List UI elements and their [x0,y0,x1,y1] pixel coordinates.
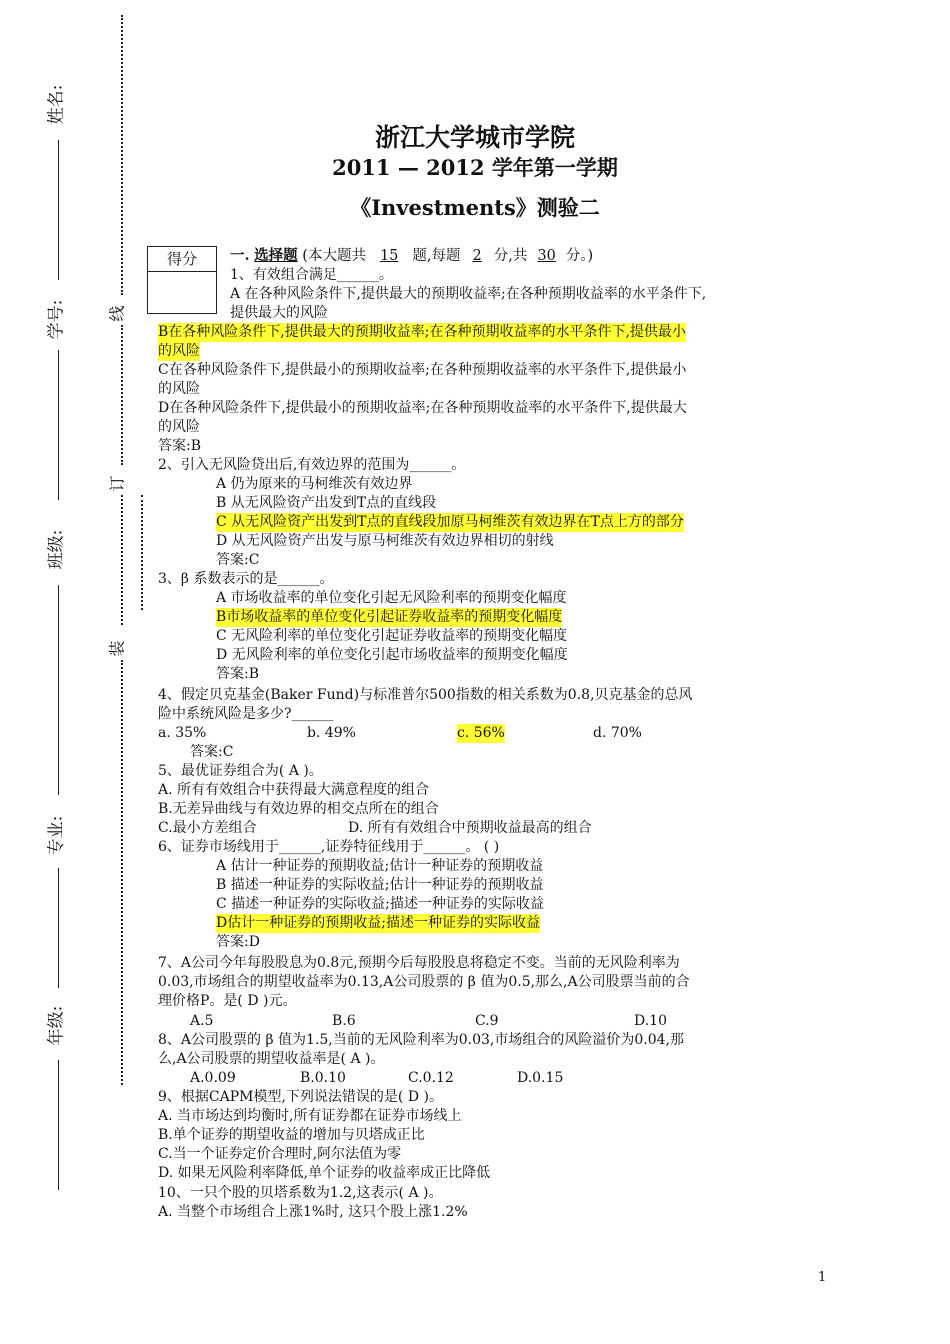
q5-option-c: C.最小方差组合 [158,820,257,836]
q8-option-d: D.0.15 [517,1070,564,1086]
q2-option-d: D 从无风险资产出发与原马柯维茨有效边界相切的射线 [216,533,554,549]
q8-stem-cont: 么,A公司股票的期望收益率是( A )。 [158,1051,385,1067]
q3-option-b: B市场收益率的单位变化引起证券收益率的预期变化幅度 [216,609,563,625]
q1-option-b: B在各种风险条件下,提供最大的预期收益率;在各种预期收益率的水平条件下,提供最小 [158,324,686,340]
q7-option-c: C.9 [475,1013,499,1029]
q2-option-a: A 仍为原来的马柯维茨有效边界 [216,476,413,492]
q3-option-d: D 无风险利率的单位变化引起市场收益率的预期变化幅度 [216,647,568,663]
q9-option-c: C.当一个证券定价合理时,阿尔法值为零 [158,1146,402,1162]
q2-stem: 2、引入无风险贷出后,有效边界的范围为______。 [158,457,466,473]
q1-answer: 答案:B [158,438,202,454]
section-each: 2 [472,248,482,264]
section-total: 30 [537,248,556,264]
q6-option-a: A 估计一种证券的预期收益;估计一种证券的预期收益 [216,858,544,874]
q6-option-c: C 描述一种证券的实际收益;描述一种证券的实际收益 [216,896,544,912]
page-number: 1 [818,1270,827,1285]
q8-stem: 8、A公司股票的 β 值为1.5,当前的无风险利率为0.03,市场组合的风险溢价为0.04,那 [158,1032,684,1048]
q7-option-a: A.5 [190,1013,214,1029]
q4-option-d: d. 70% [593,725,642,741]
binding-dotted-line [121,495,123,625]
q7-option-d: D.10 [634,1013,667,1029]
margin-major-line [58,868,59,988]
margin-class-label: 班级: [46,529,67,570]
score-label: 得分 [148,247,216,272]
q3-option-c: C 无风险利率的单位变化引起证券收益率的预期变化幅度 [216,628,568,644]
q4-option-a: a. 35% [158,725,207,741]
section-count: 15 [379,248,399,264]
margin-id-label: 学号: [46,299,67,340]
q9-option-b: B.单个证券的期望收益的增加与贝塔成正比 [158,1127,425,1143]
q7-stem: 7、A公司今年每股股息为0.8元,预期今后每股股息将稳定不变。当前的无风险利率为 [158,955,680,971]
q1-option-d: D在各种风险条件下,提供最小的预期收益率;在各种预期收益率的水平条件下,提供最大 [158,400,687,416]
section-desc-end: 分。) [565,248,594,264]
q2-option-c: C 从无风险资产出发到T点的直线段加原马柯维茨有效边界在T点上方的部分 [216,514,684,530]
q6-option-b: B 描述一种证券的实际收益;估计一种证券的预期收益 [216,877,544,893]
q4-stem: 4、假定贝克基金(Baker Fund)与标准普尔500指数的相关系数为0.8,贝克基金的总风 [158,687,693,703]
binding-order-char: 订 [107,475,127,492]
q7-stem-cont: 0.03,市场组合的期望收益率为0.13,A公司股票的 β 值为0.5,那么,A公司股票当前的合 [158,974,690,990]
q3-answer: 答案:B [216,666,260,682]
q9-stem: 9、根据CAPM模型,下列说法错误的是( D )。 [158,1089,443,1105]
margin-major-label: 专业: [46,815,67,856]
q1-option-c-cont: 的风险 [158,381,200,397]
q1-option-b-cont: 的风险 [158,343,200,359]
q2-option-b: B 从无风险资产出发到T点的直线段 [216,495,437,511]
q1-option-c: C在各种风险条件下,提供最小的预期收益率;在各种预期收益率的水平条件下,提供最小 [158,362,687,378]
section-desc-mid1: 题,每题 [412,248,461,264]
binding-dotted-line [141,495,143,610]
q6-option-d: D估计一种证券的预期收益;描述一种证券的实际收益 [216,915,540,931]
q8-option-c: C.0.12 [408,1070,454,1086]
q7-stem-cont2: 理价格P。是( D )元。 [158,993,297,1009]
q4-option-b: b. 49% [307,725,356,741]
q5-option-d: D. 所有有效组合中预期收益最高的组合 [348,820,592,836]
margin-class-line [58,585,59,795]
q1-stem: 1、有效组合满足______。 [230,267,393,283]
section-heading [230,246,593,266]
margin-grade-label: 年级: [46,1005,67,1046]
section-prefix: 一. [230,247,250,264]
q1-option-a: A 在各种风险条件下,提供最大的预期收益率;在各种预期收益率的水平条件下, [230,286,707,302]
q9-option-a: A. 当市场达到均衡时,所有证券都在证券市场线上 [158,1108,462,1124]
q8-option-a: A.0.09 [190,1070,236,1086]
binding-dotted-line [121,325,123,465]
q3-option-a: A 市场收益率的单位变化引起无风险利率的预期变化幅度 [216,590,567,606]
margin-id-line [58,350,59,500]
margin-grade-line [58,1060,59,1190]
q7-option-b: B.6 [332,1013,356,1029]
section-title: 选择题 [254,247,298,264]
school-title: 浙江大学城市学院 [374,123,575,152]
q1-option-d-cont: 的风险 [158,419,200,435]
score-box [147,246,217,314]
q2-answer: 答案:C [216,552,260,568]
binding-fold-char: 装 [107,640,127,657]
term-title: 2011 — 2012 学年第一学期 [332,155,618,180]
q1-option-a-cont: 提供最大的风险 [230,305,328,321]
q5-stem: 5、最优证券组合为( A )。 [158,763,323,779]
q8-option-b: B.0.10 [300,1070,346,1086]
q4-answer: 答案:C [190,744,234,760]
q4-option-c: c. 56% [457,725,505,741]
q9-option-d: D. 如果无风险利率降低,单个证券的收益率成正比降低 [158,1165,491,1181]
q5-option-a: A. 所有有效组合中获得最大满意程度的组合 [158,782,430,798]
binding-dotted-line [121,660,123,1085]
section-desc-mid2: 分,共 [493,248,528,264]
q6-stem: 6、证券市场线用于______,证券特征线用于______。 ( ) [158,839,500,855]
q10-option-a: A. 当整个市场组合上涨1%时, 这只个股上涨1.2% [158,1204,468,1220]
exam-title: 《Investments》测验二 [350,195,600,220]
q6-answer: 答案:D [216,934,260,950]
q5-option-b: B.无差异曲线与有效边界的相交点所在的组合 [158,801,439,817]
margin-name-label: 姓名: [46,84,67,125]
binding-line-char: 线 [107,305,127,322]
q10-stem: 10、一只个股的贝塔系数为1.2,这表示( A )。 [158,1185,443,1201]
section-desc-pre: (本大题共 [302,248,366,264]
q4-stem-cont: 险中系统风险是多少?______ [158,706,334,722]
q3-stem: 3、β 系数表示的是______。 [158,571,334,587]
